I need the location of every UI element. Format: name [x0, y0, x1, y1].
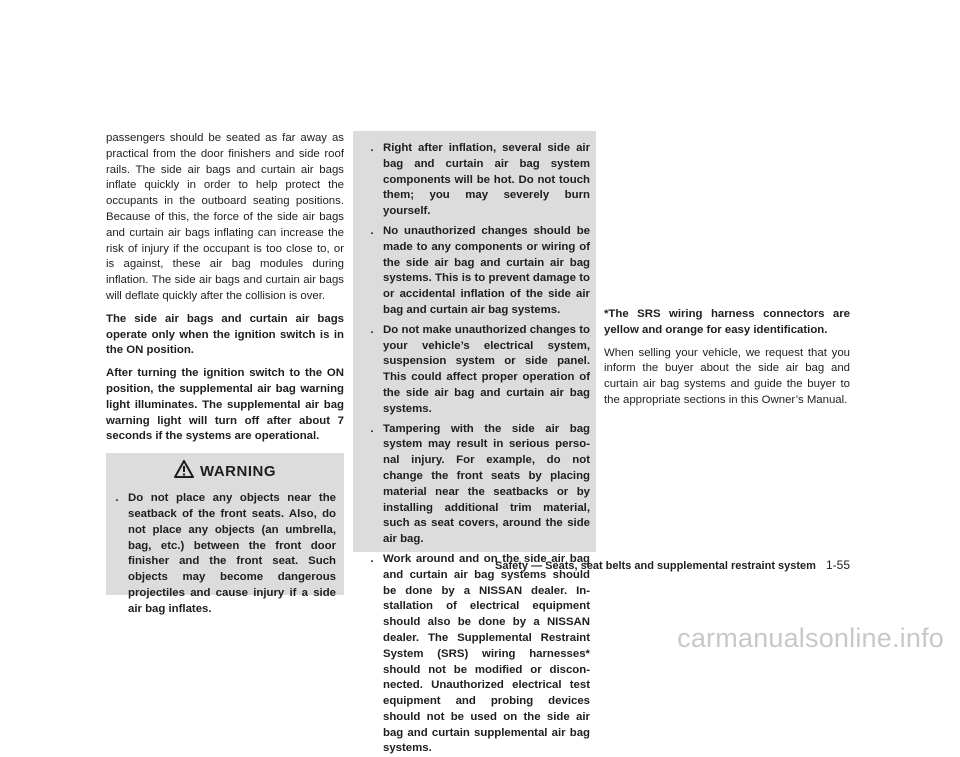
warning-triangle-icon: [174, 460, 194, 484]
warning-header: [106, 453, 344, 485]
watermark: carmanualsonline.info: [677, 623, 944, 653]
warning-item-text: Work around and on the side air bag and curtain air bag systems should be done by a NISSAN dealer. In-stallation of electrical equipment should also be done by a NISSAN dealer. The Supplemental Restraint System (SRS) wiring harnesses* should not be modified or discon-nected. Unauthorized electrical test equipment and probing devices should not be used on the side air bag and curtain supplemental air bag systems.: [383, 552, 590, 755]
page-number: 1-55: [825, 558, 850, 572]
bullet: .: [115, 492, 119, 505]
warning-title: WARNING: [200, 463, 276, 481]
warning-box: [106, 453, 344, 615]
paragraph-selling-note: When selling your vehicle, we request that you inform the buyer about the side air bag and curtain air bag systems and guide the buyer to the appropriate sections in this Owner’s Manual.: [604, 346, 850, 406]
paragraph-ignition-note: The side air bags and curtain air bags operate only when the ignition switch is in the ON position.: [106, 312, 344, 357]
bullet: .: [370, 224, 374, 237]
warning-item: [361, 141, 590, 220]
warning-item: [361, 224, 590, 319]
paragraph-warning-light: After turning the ignition switch to the ON position, the supplemental air bag warning light illuminates. The supplemental air bag warning light will turn off after about 7 seconds if the systems are operational.: [106, 367, 344, 443]
column-left: [106, 131, 344, 615]
warning-item-text: Do not place any objects near the seatback of the front seats. Also, do not place any objects (an umbrella, bag, etc.) between the front door finisher and the front seat. Such objects may become dangerous projectiles and cause injury if a side air bag inflates.: [128, 492, 336, 615]
column-right: [604, 307, 850, 416]
warning-item-text: Right after inflation, several side air bag and curtain air bag system components will be hot. Do not touch them; you may severely burn yourself.: [383, 142, 590, 218]
bullet: .: [370, 552, 374, 565]
bullet: .: [370, 323, 374, 336]
footer-section-title: Safety — Seats, seat belts and supplemental restraint system: [495, 560, 816, 572]
warning-item: [361, 323, 590, 418]
bullet: .: [370, 142, 374, 154]
warning-item: [361, 552, 590, 757]
paragraph-intro: passengers should be seated as far away as practical from the door finishers and side roof rails. The side air bags and curtain air bags inflate quickly in order to help protect the occupants in the outboard seating positions. Because of this, the force of the side air bags and curtain air bags inflating can increase the risk of injury if the occupant is too close to, or is against, these air bag modules during inflation. The side air bags and curtain air bags will deflate quickly after the collision is over.: [106, 132, 344, 302]
warning-item: [106, 485, 344, 617]
warning-box-continued: [353, 131, 596, 755]
page-footer: [495, 558, 850, 572]
warning-item-text: Do not make unauthorized changes to your vehicle’s electrical system, suspension system or side panel. This could affect proper operation of the side air bag and curtain air bag systems.: [383, 323, 590, 415]
paragraph-harness-note: *The SRS wiring harness connectors are yellow and orange for easy identification.: [604, 308, 850, 336]
warning-item-text: No unauthorized changes should be made to any components or wiring of the side air bag and curtain air bag systems. This is to prevent damage to or accidental inflation of the side air bag and curtain air bag systems.: [383, 224, 590, 316]
warning-item-text: Tampering with the side air bag system may result in serious perso-nal injury. For example, do not change the front seats by placing material near the seatbacks or by installing additional trim material, such as seat covers, around the side air bag.: [383, 422, 590, 546]
warning-item: [361, 422, 590, 548]
bullet: .: [370, 422, 374, 435]
